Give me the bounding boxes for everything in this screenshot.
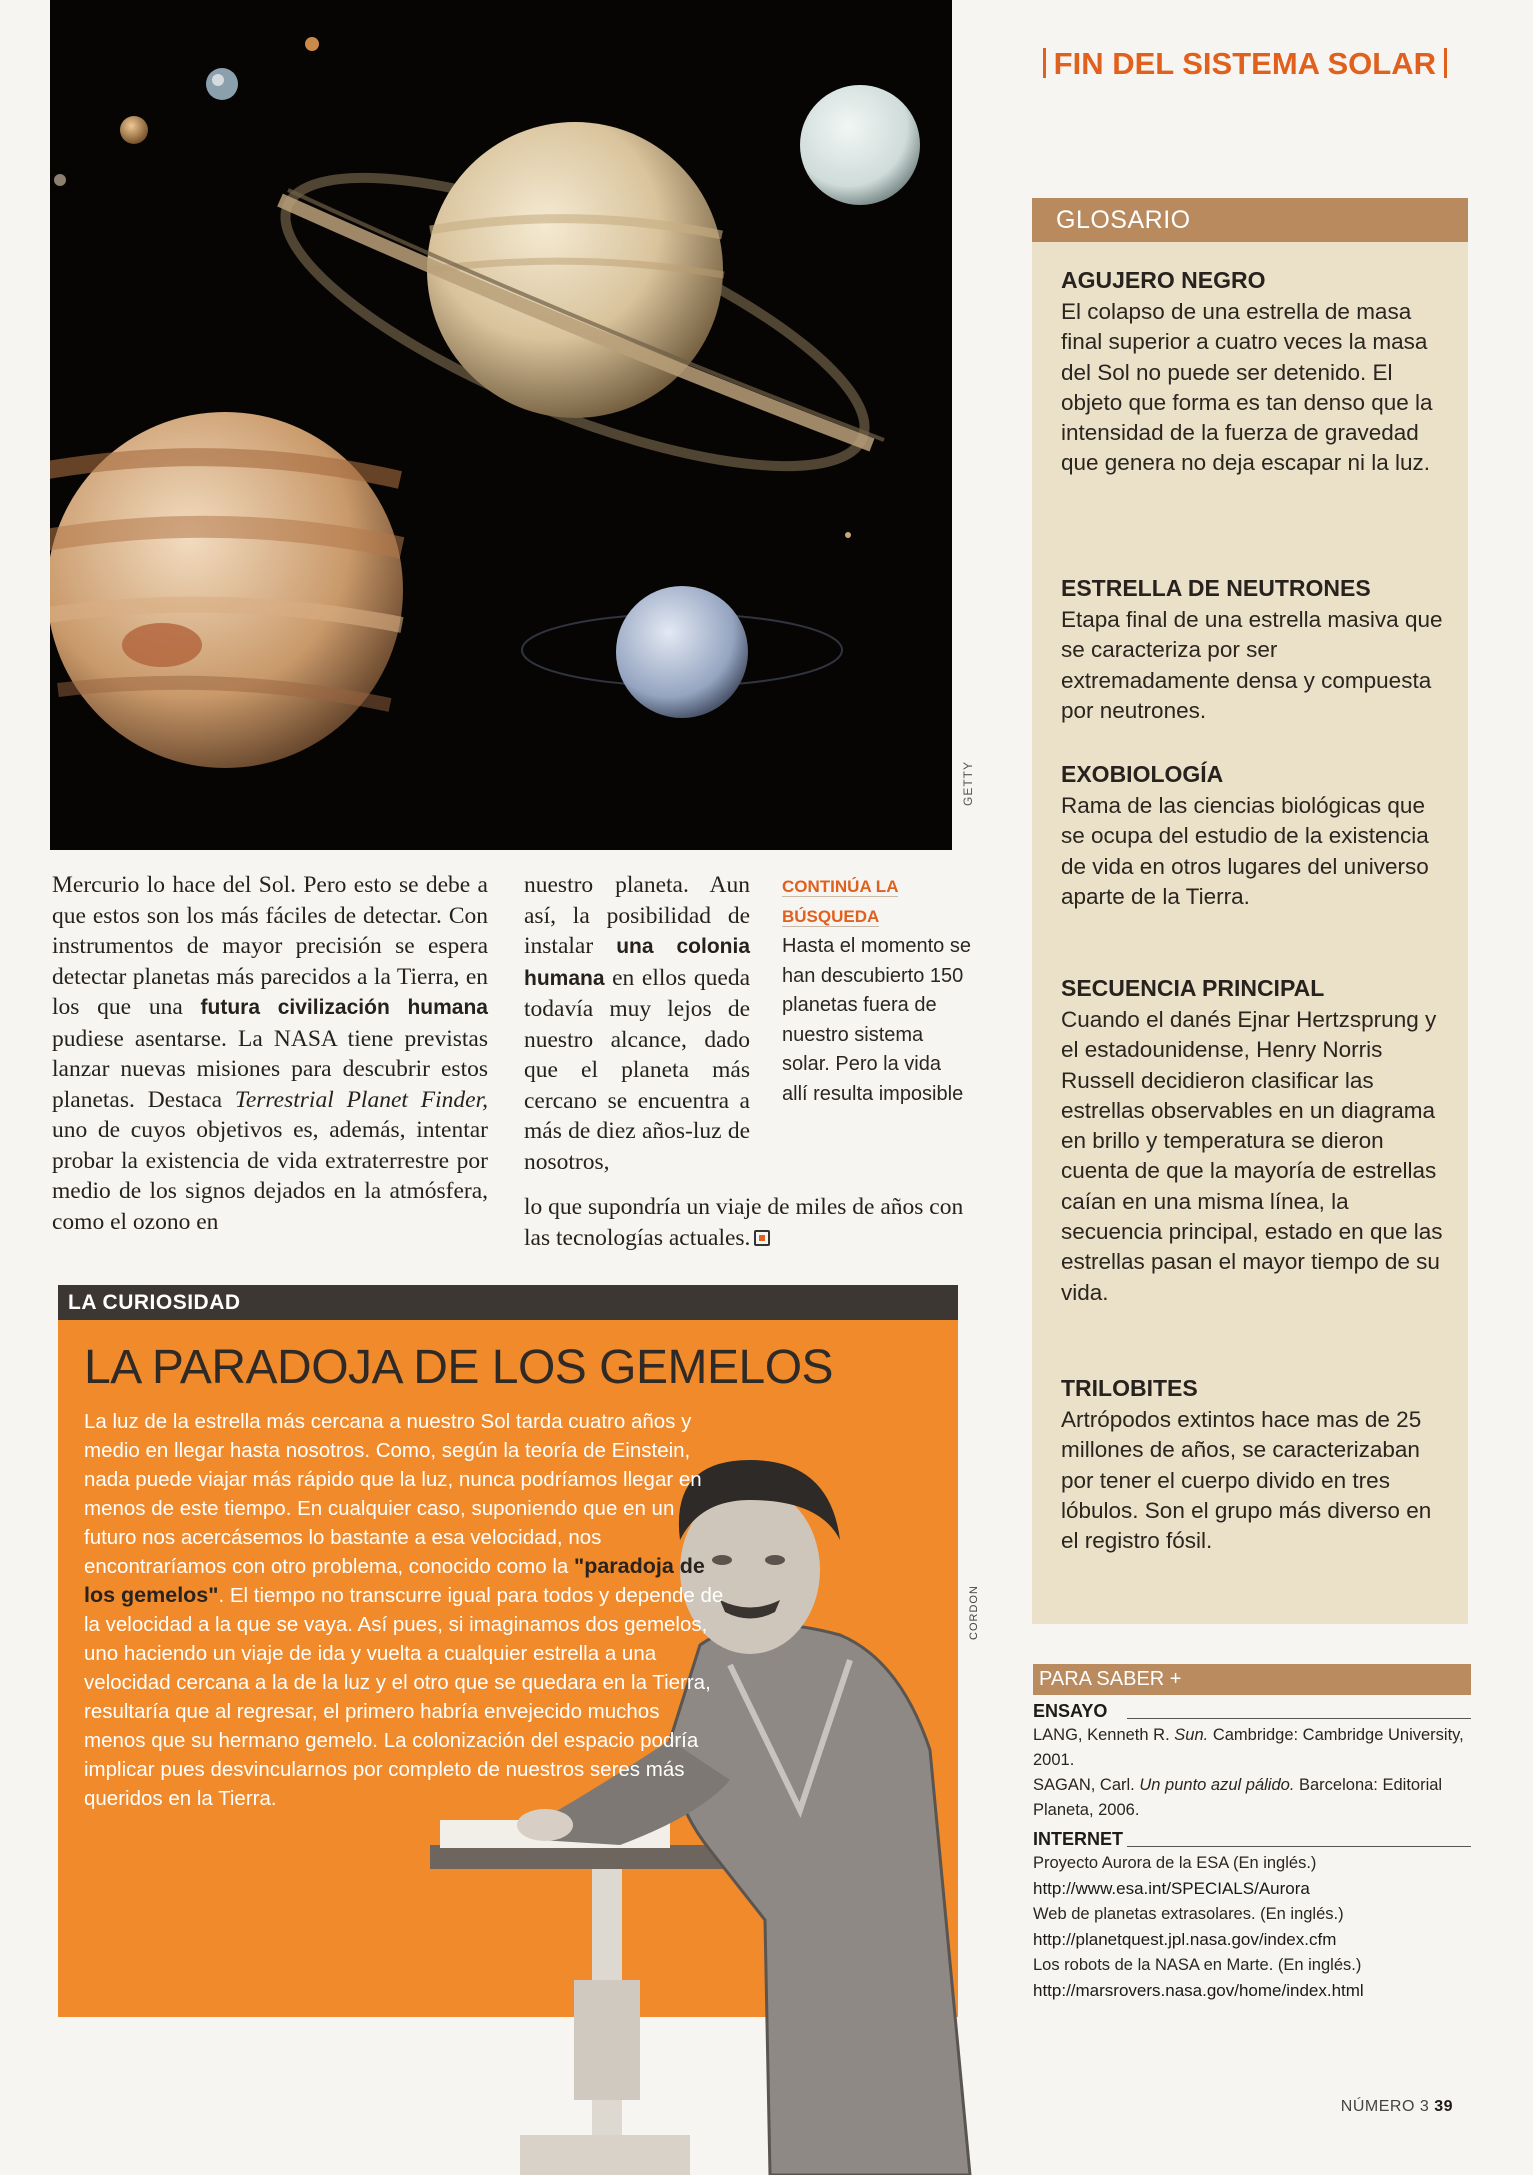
glossary-entry: [1061, 574, 1451, 726]
mercury-planet: [120, 116, 148, 144]
planets-photo: [50, 0, 952, 850]
glossary-entry: [1061, 1374, 1451, 1556]
glossary-entry: [1061, 266, 1451, 479]
glossary-definition: Rama de las ciencias biológicas que se ocupa del estudio de la existencia de vida en otros lugares del universo aparte de la Tierra.: [1061, 793, 1429, 909]
neptune-planet: [616, 586, 748, 718]
further-reading-title: PARA SABER +: [1033, 1664, 1471, 1695]
glossary-term: AGUJERO NEGRO: [1061, 267, 1266, 293]
internet-heading: INTERNET: [1033, 1827, 1471, 1851]
illustration-credit: CORDON: [968, 1585, 980, 1640]
further-reading-box: [1033, 1664, 1471, 2004]
essay-reference: SAGAN, Carl. Un punto azul pálido. Barcelona: Editorial Planeta, 2006.: [1033, 1776, 1443, 1819]
web-link[interactable]: http://www.esa.int/SPECIALS/Aurora: [1033, 1879, 1310, 1898]
glossary-term: EXOBIOLOGÍA: [1061, 761, 1224, 787]
glossary-definition: El colapso de una estrella de masa final superior a cuatro veces la masa del Sol no puede ser detenido. El objeto que forma es tan denso que la intensidad de la fuerza de gravedad que genera no deja escapar ni la luz.: [1061, 299, 1433, 476]
curiosity-headline: LA PARADOJA DE LOS GEMELOS: [84, 1341, 834, 1394]
curiosity-tag: LA CURIOSIDAD: [58, 1285, 958, 1320]
glossary-definition: Artrópodos extintos hace mas de 25 millones de años, se caracterizaban por tener el cuerpo divido en tres lóbulos. Son el grupo más diverso en el registro fósil.: [1061, 1407, 1432, 1554]
essay-heading: ENSAYO: [1033, 1699, 1471, 1723]
article-column-1: Mercurio lo hace del Sol. Pero esto se debe a que estos son los más fáciles de detectar. Con instrumentos de mayor precisión se espera detectar planetas más parecidos a la Tierra, en los que una futura civilización humana pudiese asentarse. La NASA tiene previstas lanzar nuevas misiones para descubrir estos planetas. Destaca Terrestrial Planet Finder, uno de cuyos objetivos es, además, intentar probar la existencia de vida extraterrestre por medio de los signos dejados en la atmósfera, como el ozono en: [52, 872, 488, 1235]
glossary-definition: Etapa final de una estrella masiva que se caracteriza por ser extremadamente densa y compuesta por neutrones.: [1061, 607, 1443, 723]
essay-reference: LANG, Kenneth R. Sun. Cambridge: Cambridge University, 2001.: [1033, 1726, 1464, 1769]
glossary-term: SECUENCIA PRINCIPAL: [1061, 975, 1325, 1001]
web-link[interactable]: http://planetquest.jpl.nasa.gov/index.cfm: [1033, 1930, 1337, 1949]
glossary-entry: [1061, 760, 1451, 912]
web-description: Los robots de la NASA en Marte. (En inglés.): [1033, 1956, 1362, 1974]
aside-box: [782, 872, 972, 1109]
glossary-entry: [1061, 974, 1451, 1308]
aside-body: Hasta el momento se han descubierto 150 planetas fuera de nuestro sistema solar. Pero la vida allí resulta imposible: [782, 935, 971, 1105]
glossary-term: ESTRELLA DE NEUTRONES: [1061, 575, 1371, 601]
uranus-planet: [800, 85, 920, 205]
web-description: Proyecto Aurora de la ESA (En inglés.): [1033, 1854, 1317, 1872]
aside-title: CONTINÚA LA BÚSQUEDA: [782, 877, 899, 926]
article-column-2: nuestro planeta. Aun así, la posibilidad de instalar una colonia humana en ellos queda todavía muy lejos de nuestro alcance, dado que el planeta más cercano se encuentra a más de diez años-luz de nosotros,: [524, 872, 750, 1175]
glossary-title: GLOSARIO: [1032, 198, 1468, 242]
pluto-planet: [54, 174, 66, 186]
article-column-2-tail: lo que supondría un viaje de miles de años con las tecnologías actuales.: [524, 1194, 964, 1251]
glossary-definition: Cuando el danés Ejnar Hertzsprung y el estadounidense, Henry Norris Russell decidieron clasificar las estrellas observables en un diagrama en brillo y temperatura se dieron cuenta de que la mayoría de estrellas caían en una misma línea, la secuencia principal, estado en que las estrellas pasan el mayor tiempo de su vida.: [1061, 1007, 1443, 1305]
end-of-article-icon: [754, 1230, 770, 1246]
photo-credit: GETTY: [961, 760, 975, 806]
web-link[interactable]: http://marsrovers.nasa.gov/home/index.html: [1033, 1981, 1364, 2000]
web-description: Web de planetas extrasolares. (En inglés.): [1033, 1905, 1344, 1923]
glossary-term: TRILOBITES: [1061, 1375, 1198, 1401]
page-folio: NÚMERO 3 39: [1340, 2098, 1453, 2115]
curiosity-text: La luz de la estrella más cercana a nuestro Sol tarda cuatro años y medio en llegar hasta nosotros. Como, según la teoría de Einstein, nada puede viajar más rápido que la luz, nunca podríamos llegar en menos de este tiempo. En cualquier caso, suponiendo que en un futuro nos acercásemos lo bastante a esa velocidad, nos encontraríamos con otro problema, conocido como la "paradoja de los gemelos". El tiempo no transcurre igual para todos y depende de la velocidad a la que se vaya. Así pues, si imaginamos dos gemelos, uno haciendo un viaje de ida y vuelta a cualquier estrella a una velocidad cercana a la de la luz y el otro que se quedara en la Tierra, resultaría que al regresar, el primero habría envejecido muchos menos que su hermano gemelo. La colonización del espacio podría implicar pues desvincularnos por completo de nuestros seres más queridos en la Tierra.: [84, 1410, 724, 1810]
section-title: FIN DEL SISTEMA SOLAR: [1035, 46, 1455, 82]
mars-planet: [305, 37, 319, 51]
